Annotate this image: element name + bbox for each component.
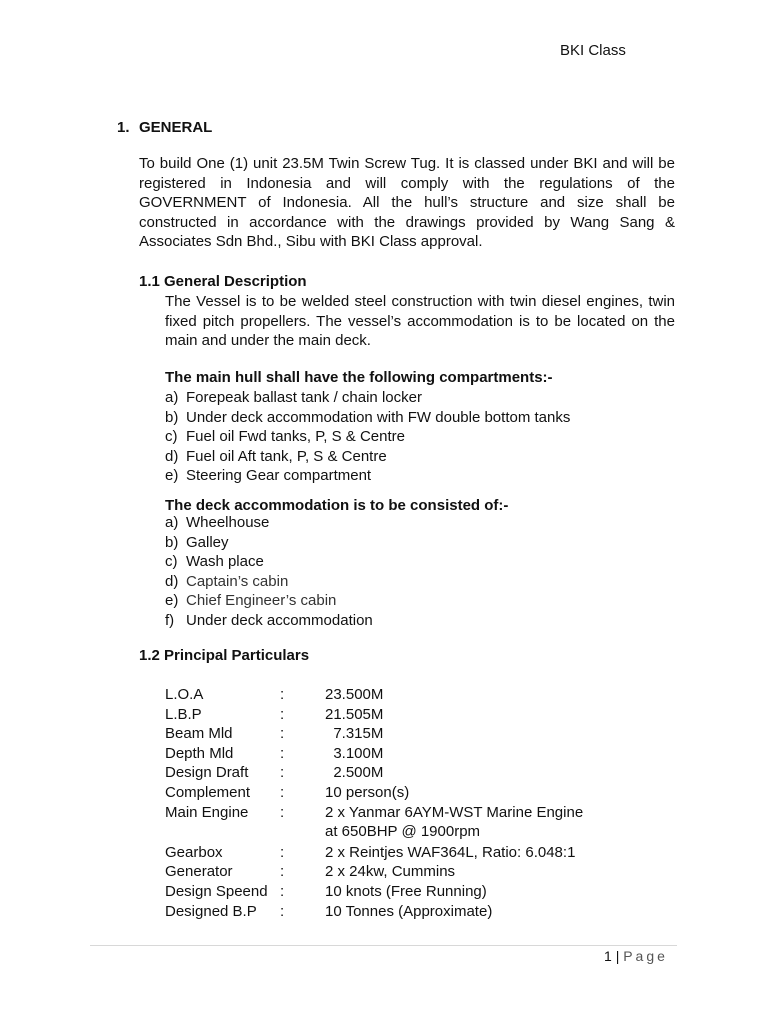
particular-colon: :: [280, 803, 285, 821]
deck-accommodation-heading: The deck accommodation is to be consisted of:-: [165, 497, 509, 514]
list-marker: b): [165, 408, 179, 426]
list-item: [165, 533, 373, 553]
table-row: [165, 685, 583, 705]
particular-label: Design Speend: [165, 882, 268, 900]
section-number: 1.: [117, 119, 130, 136]
list-item-text: Steering Gear compartment: [186, 467, 372, 484]
particular-value: 10 person(s): [325, 783, 410, 801]
list-item-text: Captain’s cabin: [186, 572, 289, 590]
footer-divider: [90, 945, 677, 946]
particular-value: 10 Tonnes (Approximate): [325, 902, 493, 920]
particular-label: Designed B.P: [165, 902, 257, 920]
table-row: [165, 882, 583, 902]
table-row: [165, 724, 583, 744]
page-number: 1: [604, 948, 612, 964]
particular-value: 2.500M: [325, 764, 384, 782]
list-marker: c): [165, 553, 178, 570]
section-title: GENERAL: [139, 119, 213, 136]
particular-value: 2 x Reintjes WAF364L, Ratio: 6.048:1: [325, 843, 576, 861]
subsection-title-principal-particulars: 1.2 Principal Particulars: [139, 647, 310, 664]
particular-label: Beam Mld: [165, 725, 233, 743]
particular-label: Gearbox: [165, 843, 223, 861]
list-item: [165, 466, 570, 486]
table-row: [165, 744, 583, 764]
table-row: [165, 783, 583, 803]
particular-colon: [280, 822, 325, 842]
hull-compartments-heading: The main hull shall have the following compartments:-: [165, 369, 553, 386]
particular-colon: :: [280, 863, 285, 881]
particular-label: Complement: [165, 783, 251, 801]
particular-colon: :: [280, 902, 285, 920]
list-item-text: Wash place: [186, 553, 264, 570]
table-row: [165, 822, 583, 842]
list-item: [165, 611, 373, 631]
particular-value: 2 x 24kw, Cummins: [325, 863, 456, 881]
list-item: [165, 513, 373, 533]
table-row: [165, 862, 583, 882]
list-item-text: Under deck accommodation: [186, 611, 373, 629]
particular-colon: :: [280, 783, 285, 801]
list-item: [165, 447, 570, 467]
list-item: [165, 408, 570, 428]
footer-separator: |: [615, 948, 620, 964]
table-row: [165, 803, 583, 823]
particular-colon: :: [280, 764, 285, 782]
particular-label: [165, 822, 280, 842]
deck-accommodation-list: [165, 513, 373, 630]
general-paragraph: To build One (1) unit 23.5M Twin Screw Tug. It is classed under BKI and will be registered in Indonesia and will comply with the regulations of the GOVERNMENT of Indonesia. All the hull’s structure and size shall be constructed in accordance with the drawings provided by Wang Sang & Associates Sdn Bhd., Sibu with BKI Class approval.: [139, 155, 675, 251]
list-marker: b): [165, 533, 179, 551]
list-marker: e): [165, 467, 179, 484]
particular-colon: :: [280, 705, 285, 723]
particular-colon: :: [280, 686, 285, 703]
particular-value: 3.100M: [325, 744, 384, 762]
particular-value: 23.500M: [325, 686, 384, 703]
particular-value: 10 knots (Free Running): [325, 882, 487, 900]
list-marker: a): [165, 389, 179, 406]
list-item: [165, 427, 570, 447]
list-marker: a): [165, 514, 179, 531]
list-item-text: Under deck accommodation with FW double bottom tanks: [186, 408, 571, 426]
table-row: [165, 902, 583, 922]
principal-particulars-table: [165, 685, 583, 921]
particular-colon: :: [280, 725, 285, 743]
particular-label: L.B.P: [165, 705, 202, 723]
list-marker: f): [165, 611, 175, 629]
list-item-text: Fuel oil Fwd tanks, P, S & Centre: [186, 428, 405, 445]
list-item: [165, 552, 373, 572]
page-footer: [604, 948, 668, 964]
particular-colon: :: [280, 882, 285, 900]
general-description-text: The Vessel is to be welded steel construction with twin diesel engines, twin fixed pitch propellers. The vessel’s accommodation is to be located on the main and under the main deck.: [165, 293, 675, 349]
table-row: [165, 763, 583, 783]
list-item-text: Forepeak ballast tank / chain locker: [186, 389, 422, 406]
particular-value: 21.505M: [325, 705, 384, 723]
table-row: [165, 843, 583, 863]
list-item: [165, 572, 373, 592]
particular-label: Design Draft: [165, 764, 249, 782]
list-item-text: Wheelhouse: [186, 514, 270, 531]
subsection-title-general-description: 1.1 General Description: [139, 273, 307, 290]
list-item-text: Chief Engineer’s cabin: [186, 592, 337, 609]
particular-label: Main Engine: [165, 803, 249, 821]
page-label: Page: [623, 948, 668, 964]
particular-value: 7.315M: [325, 725, 384, 743]
list-item-text: Galley: [186, 533, 229, 551]
particular-label: Generator: [165, 863, 233, 881]
table-row: [165, 705, 583, 725]
list-marker: e): [165, 592, 179, 609]
particular-label: Depth Mld: [165, 744, 234, 762]
list-marker: d): [165, 572, 179, 590]
particular-value: at 650BHP @ 1900rpm: [325, 823, 481, 841]
particular-colon: :: [280, 744, 285, 762]
particular-value: 2 x Yanmar 6AYM-WST Marine Engine: [325, 803, 584, 821]
particular-colon: :: [280, 843, 285, 861]
list-item-text: Fuel oil Aft tank, P, S & Centre: [186, 447, 387, 465]
list-item: [165, 591, 373, 611]
hull-compartments-list: [165, 388, 570, 486]
particular-label: L.O.A: [165, 686, 204, 703]
list-marker: c): [165, 428, 178, 445]
list-item: [165, 388, 570, 408]
running-header: BKI Class: [560, 42, 626, 59]
list-marker: d): [165, 447, 179, 465]
